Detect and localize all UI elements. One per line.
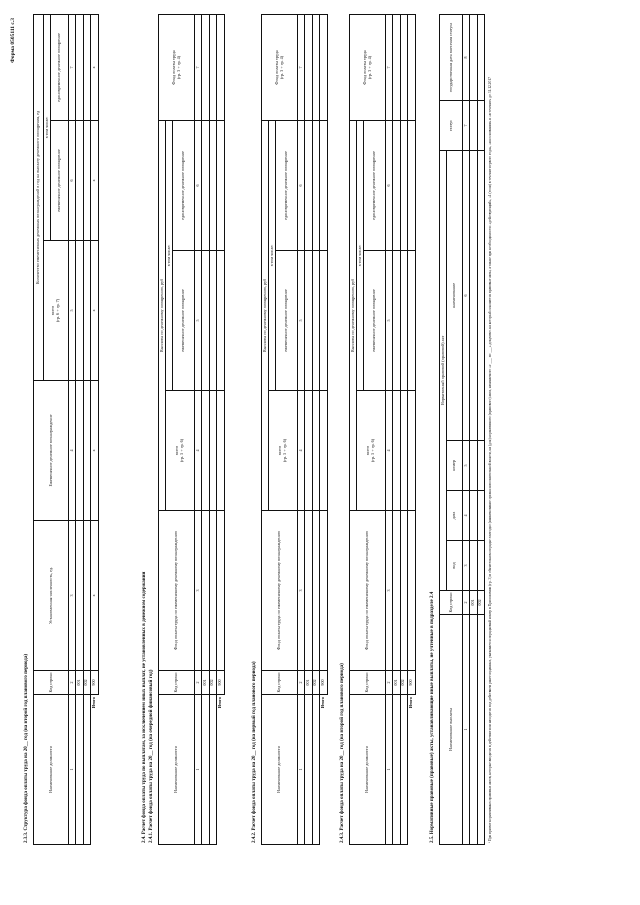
x-cell: x xyxy=(91,381,99,521)
section-2-5-title: 2.5. Нормативные правовые (правовые) акты, устанавливающие иные выплаты, не учтенные в подразделе 2.4 xyxy=(430,591,435,843)
header-cell: всего (гр. 5 + гр. 6) xyxy=(166,391,195,511)
table-row: 002 xyxy=(477,15,485,845)
section-2-3-3-title: 2.3.3. Структура фонда оплаты труда на 20__ год (на второй год планового периода) xyxy=(24,654,29,843)
col-number: 1 xyxy=(69,695,76,845)
x-cell: x xyxy=(91,121,99,241)
table-2-4-1: Наименование должности Код строки Фонд оплаты труда по ежемесячному денежному вознаграждению Выплаты по денежному поощрению, руб Фонд оплаты труда (гр. 3 + гр. 4) всего (гр. 5 + гр. 6) в том числе: ежемесячное денежное поощрение единовременное денежное поощрение 1 2 3 4 5 6 7 001 002 Итого 900 xyxy=(158,14,225,845)
col-number: 2 xyxy=(69,671,76,695)
table-2-4-3: Наименование должности Код строки Фонд оплаты труда по ежемесячному денежному вознаграждению Выплаты по денежному поощрению, руб Фонд оплаты труда (гр. 3 + гр. 4) всего (гр. 5 + гр. 6) в том числе: ежемесячное денежное поощрение единовременное денежное поощрение 1 2 3 4 5 6 7 001 002 Итого 900 xyxy=(349,14,416,845)
header-cell: Количество ежемесячных денежных вознаграждений в год на выплату денежного поощрения, ед xyxy=(34,14,44,380)
table-2-4-2: Наименование должности Код строки Фонд оплаты труда по ежемесячному денежному вознаграждению Выплаты по денежному поощрению, руб Фонд оплаты труда (гр. 3 + гр. 4) всего (гр. 5 + гр. 6) в том числе: ежемесячное денежное поощрение единовременное денежное поощрение 1 2 3 4 5 6 7 001 002 Итого 900 xyxy=(261,14,328,845)
header-cell: наименование xyxy=(447,151,463,441)
header-cell: Выплаты по денежному поощрению, руб xyxy=(159,121,166,511)
x-cell: x xyxy=(91,14,99,120)
form-code: Форма 0505111 с.3 xyxy=(10,18,16,63)
header-cell: в том числе: xyxy=(166,121,173,391)
total-row: Итого 900 xyxy=(320,15,328,845)
footnote: ¹ При приеме нормативных правовых актов, которые вводятся в действие или находятся под действием ранее изданных, указывается порядковый номер в Приложении (гр. 3) в обязательном порядке ежегодно (наименование органа исполнительной власти, на (для) нормативного (правового) акта, начинаемого «с ___ по ___» документ. на который ссылаются правовые акты, а также при необходимости: «действующий», «1 (если) в течение первого года», «на основании» и «в течение» до 31.12.2017 xyxy=(488,77,492,843)
table-row xyxy=(76,14,84,844)
header-cell: Ежемесячное денежное вознаграждение xyxy=(34,381,69,521)
total-row xyxy=(91,14,99,844)
header-cell: Фонд оплаты труда по ежемесячному денежному вознаграждению xyxy=(159,511,195,671)
header-cell: ежемесячное денежное поощрение xyxy=(173,251,195,391)
header-cell: номер xyxy=(447,441,463,491)
header-cell: Наименование выплаты xyxy=(440,615,463,845)
header-cell: Код строки xyxy=(34,671,69,695)
section-2-4-3-title: 2.4.3. Расчет фонда оплаты труда на 20__ год (на второй год планового периода) xyxy=(340,663,345,843)
table-row: 002 xyxy=(312,15,320,845)
table-2-3-3 xyxy=(33,14,99,845)
col-number: 5 xyxy=(69,241,76,381)
row-code: 900 xyxy=(91,671,99,695)
total-row: Итого 900 xyxy=(217,15,225,845)
table-row: 001 xyxy=(305,15,313,845)
col-number: 6 xyxy=(69,121,76,241)
table-row: 001 xyxy=(202,15,210,845)
row-code: 001 xyxy=(76,671,84,695)
header-cell: Наименование должности xyxy=(159,695,195,845)
header-cell: в том числе: xyxy=(44,14,51,240)
header-cell: Фонд оплаты труда (гр. 3 + гр. 4) xyxy=(159,15,195,121)
table-row: 001 xyxy=(470,15,478,845)
header-cell: всего (гр. 6 + гр. 7) xyxy=(44,241,69,381)
section-2-4-2-title: 2.4.2. Расчет фонда оплаты труда на 20__ год (на первый год планового периода) xyxy=(252,661,257,843)
header-cell: Установленная численность, ед. xyxy=(34,521,69,671)
col-number: 7 xyxy=(69,14,76,120)
header-cell: государственная дата внесения статуса xyxy=(440,15,463,101)
table-row: 002 xyxy=(400,15,408,845)
table-row: 002 xyxy=(209,15,217,845)
header-cell: ежемесячное денежное поощрение xyxy=(51,121,69,241)
header-cell: дата xyxy=(447,491,463,541)
total-row: Итого 900 xyxy=(408,15,416,845)
header-cell: Наименование должности xyxy=(34,695,69,845)
section-2-4-1-title: 2.4.1. Расчет фонда оплаты труда на 20__ год (на очередной финансовый год) xyxy=(149,669,154,843)
row-code: 002 xyxy=(83,671,91,695)
header-cell: Код строки xyxy=(440,591,463,615)
table-row: 001 xyxy=(393,15,401,845)
header-cell: Нормативный правовой (правовой) акт xyxy=(440,151,447,591)
x-cell: x xyxy=(91,521,99,671)
header-cell: Код строки xyxy=(159,671,195,695)
section-2-4-title: 2.4. Расчет фонда оплаты труда по выплатам, за исключением иных выплат, не установленных в денежном содержании xyxy=(142,571,147,843)
col-number: 4 xyxy=(69,381,76,521)
header-cell: единовременное денежное поощрение xyxy=(51,14,69,120)
header-cell: вид xyxy=(447,541,463,591)
header-cell: статус xyxy=(440,101,463,151)
table-2-5: Наименование выплаты Код строки Нормативный правовой (правовой) акт статус государственная дата внесения статуса вид дата номер наименование 1 2 3 4 5 6 7 8 001 002 xyxy=(439,14,485,845)
total-label: Итого xyxy=(91,697,97,709)
header-cell: единовременное денежное поощрение xyxy=(173,121,195,251)
col-number: 3 xyxy=(69,521,76,671)
table-row xyxy=(83,14,91,844)
x-cell: x xyxy=(91,241,99,381)
